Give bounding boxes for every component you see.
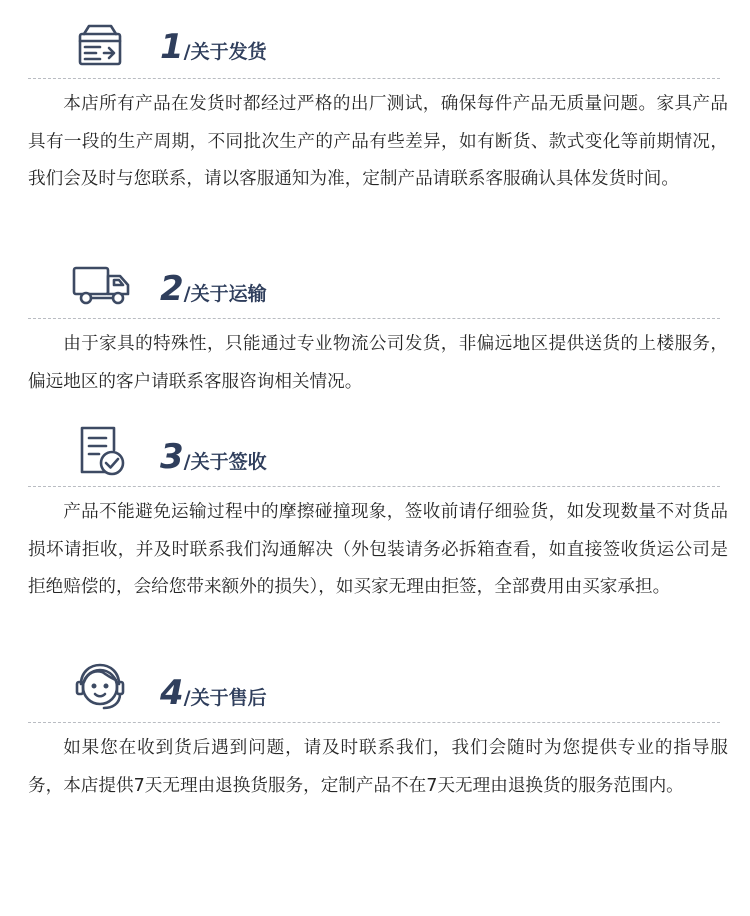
section-title: /关于发货: [183, 41, 267, 63]
section-heading: [160, 269, 267, 309]
section-body: 由于家具的特殊性，只能通过专业物流公司发货，非偏远地区提供送货的上楼服务，偏远地区的客户请联系客服咨询相关情况。: [28, 334, 728, 392]
divider: [28, 722, 720, 723]
divider: [28, 486, 720, 487]
section-number: 1: [160, 27, 183, 67]
section-body: 如果您在收到货后遇到问题，请及时联系我们，我们会随时为您提供专业的指导服务，本店提供7天无理由退换货服务，定制产品不在7天无理由退换货的服务范围内。: [28, 738, 728, 796]
section-body: 产品不能避免运输过程中的摩擦碰撞现象，签收前请仔细验货，如发现数量不对货品损坏请拒收，并及时联系我们沟通解决（外包装请务必拆箱查看，如直接签收货运公司是拒绝赔偿的，会给您带来额外的损失），如买家无理由拒签，全部费用由买家承担。: [28, 502, 728, 597]
section-heading: [160, 437, 267, 477]
section-title: /关于售后: [183, 687, 267, 709]
section-number: 4: [160, 673, 183, 713]
divider: [28, 78, 720, 79]
document-check-icon: [72, 424, 128, 480]
shipping-box-icon: [72, 18, 128, 74]
section-body: 本店所有产品在发货时都经过严格的出厂测试，确保每件产品无质量问题。家具产品具有一段的生产周期，不同批次生产的产品有些差异，如有断货、款式变化等前期情况，我们会及时与您联系，请以客服通知为准，定制产品请联系客服确认具体发货时间。: [28, 94, 728, 189]
section-title: /关于签收: [183, 451, 267, 473]
section-heading: [160, 673, 267, 713]
divider: [28, 318, 720, 319]
section-title: /关于运输: [183, 283, 267, 305]
customer-service-headset-icon: [72, 660, 128, 716]
section-heading: [160, 27, 267, 67]
section-number: 3: [160, 437, 183, 477]
delivery-truck-icon: [72, 258, 128, 314]
section-number: 2: [160, 269, 183, 309]
